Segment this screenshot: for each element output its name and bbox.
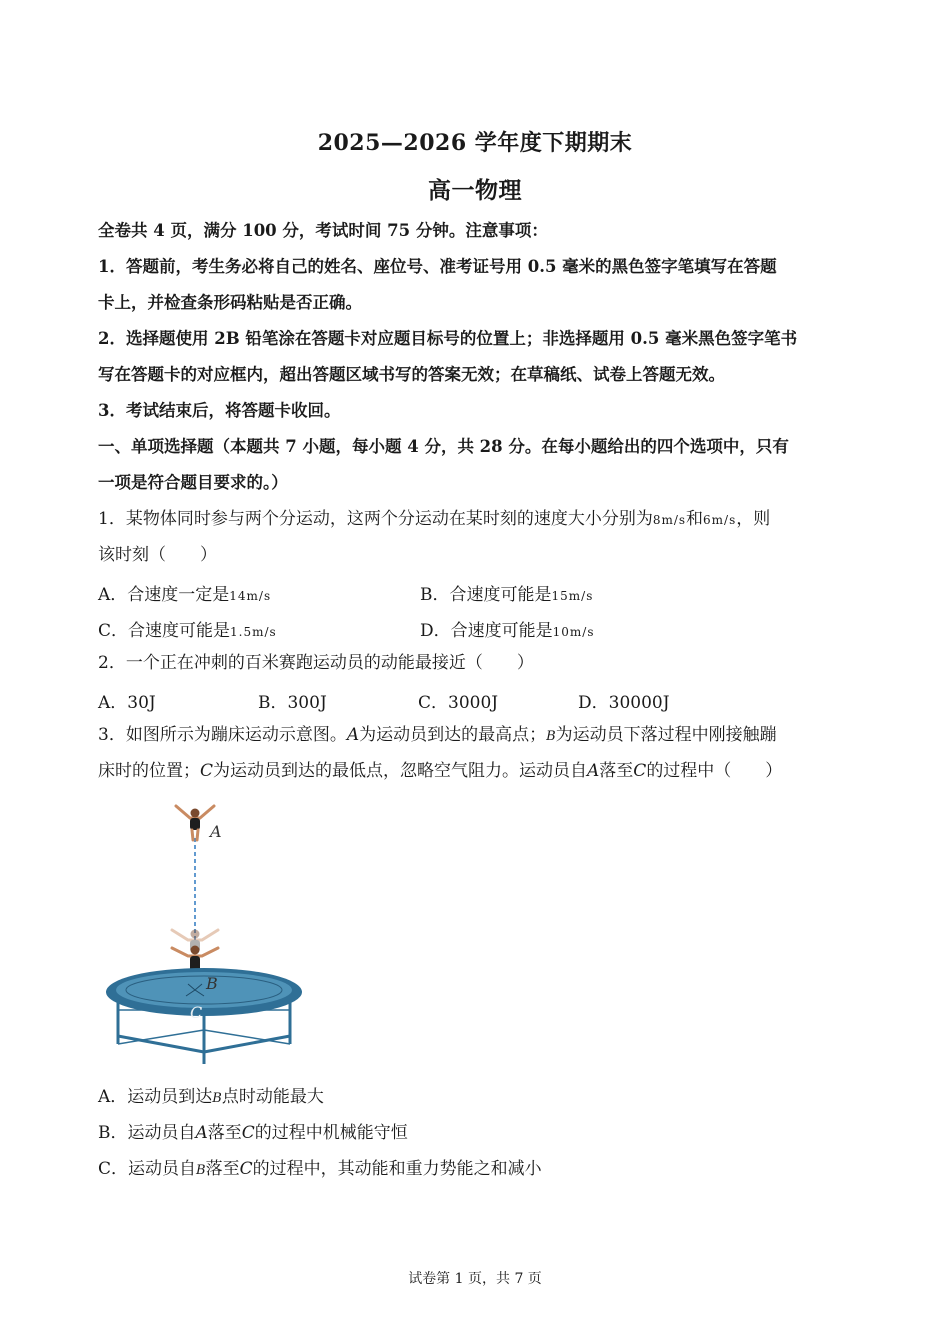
q3-stem-c: 为运动员下落过程中刚接触蹦 [555, 725, 777, 745]
q3-option-b-mid: 落至 [207, 1123, 242, 1143]
q1-option-a [98, 580, 271, 605]
q3-option-a-end: 点时动能最大 [221, 1087, 324, 1107]
notice-item-2-line1: 2．选择题使用 2B 铅笔涂在答题卡对应题目标号的位置上；非选择题用 0.5 毫米黑色签字笔书 [98, 329, 798, 348]
q3-point-a: A [346, 725, 360, 745]
exam-title: 2025—2026 学年度下期期末 [317, 130, 633, 156]
q3-option-c-point-b: B [196, 1163, 206, 1178]
q2-stem: 2．一个正在冲刺的百米赛跑运动员的动能最接近（ ） [98, 653, 534, 673]
q1-option-d-value: 10m/s [552, 625, 595, 639]
q3-stem-line1 [98, 724, 858, 748]
q3-point-a-ref: A [587, 761, 600, 781]
q2-option-b: B．300J [258, 693, 327, 713]
q3-point-c: C [200, 761, 214, 781]
q1-option-c-text: C．合速度可能是 [98, 621, 231, 641]
notice-intro: 全卷共 4 页，满分 100 分，考试时间 75 分钟。注意事项： [98, 221, 548, 240]
q3-stem-f: 落至 [599, 761, 634, 781]
q3-stem-g: 的过程中（ ） [646, 761, 783, 781]
section-1-heading-line1: 一、单项选择题（本题共 7 小题，每小题 4 分，共 28 分。在每小题给出的四个选项中，只有 [98, 437, 789, 456]
q3-stem-a: 3．如图所示为蹦床运动示意图。 [98, 725, 347, 745]
exam-subject: 高一物理 [428, 177, 522, 204]
q2-option-c: C．3000J [418, 693, 499, 713]
q1-option-a-text: A．合速度一定是 [98, 585, 230, 605]
q3-option-b-point-a: A [195, 1123, 208, 1143]
q1-velocity-2: 6m/s [703, 513, 737, 527]
q3-option-a-point: B [212, 1091, 222, 1106]
section-1-heading-line2: 一项是符合题目要求的。） [98, 473, 288, 492]
q3-option-b-text: B．运动员自 [98, 1123, 196, 1143]
q1-stem-line1 [98, 508, 858, 531]
q1-option-b [420, 580, 593, 605]
q3-point-b: B [546, 729, 556, 744]
q3-option-b-end: 的过程中机械能守恒 [254, 1123, 408, 1143]
q3-stem-d: 床时的位置； [98, 761, 200, 781]
figure-label-b: B [206, 974, 218, 993]
q3-option-b [98, 1122, 858, 1144]
q1-stem-end: ，则 [736, 509, 771, 529]
notice-item-2-line2: 写在答题卡的对应框内，超出答题区域书写的答案无效；在草稿纸、试卷上答题无效。 [98, 365, 725, 384]
q1-option-d-text: D．合速度可能是 [420, 621, 553, 641]
q3-option-a-text: A．运动员到达 [98, 1087, 213, 1107]
q3-option-c-text: C．运动员自 [98, 1159, 197, 1179]
q1-option-c-value: 1.5m/s [230, 625, 277, 639]
q3-point-c-ref: C [633, 761, 647, 781]
notice-item-3: 3．考试结束后，将答题卡收回。 [98, 401, 341, 420]
figure-label-c: C [190, 1003, 203, 1022]
notice-item-1-line2: 卡上，并检查条形码粘贴是否正确。 [98, 293, 362, 312]
q2-option-d: D．30000J [578, 693, 670, 713]
q3-option-c-end: 的过程中，其动能和重力势能之和减小 [252, 1159, 542, 1179]
q1-option-d [420, 616, 595, 641]
q3-stem-b: 为运动员到达的最高点； [359, 725, 547, 745]
athlete-at-a [176, 806, 214, 840]
q1-option-a-value: 14m/s [229, 589, 272, 603]
q3-option-c-point-c: C [239, 1159, 253, 1179]
q3-stem-line2 [98, 760, 858, 782]
notice-item-1-line1: 1．答题前，考生务必将自己的姓名、座位号、准考证号用 0.5 毫米的黑色签字笔填写在答题 [98, 257, 777, 276]
q3-option-c [98, 1158, 858, 1182]
q1-option-c [98, 616, 277, 641]
q1-option-b-text: B．合速度可能是 [420, 585, 552, 605]
q3-option-a [98, 1086, 858, 1110]
q3-option-c-mid: 落至 [205, 1159, 240, 1179]
q3-option-b-point-c: C [241, 1123, 255, 1143]
q1-option-b-value: 15m/s [551, 589, 594, 603]
q1-stem-line2: 该时刻（ ） [98, 545, 217, 565]
figure-label-a: A [210, 822, 222, 841]
q3-stem-e: 为运动员到达的最低点，忽略空气阻力。运动员自 [213, 761, 588, 781]
q1-velocity-1: 8m/s [652, 513, 687, 527]
q1-and: 和 [686, 509, 704, 529]
q1-stem-text: 1．某物体同时参与两个分运动，这两个分运动在某时刻的速度大小分别为 [98, 509, 653, 529]
trampoline-figure [98, 800, 308, 1070]
trampoline-bed [116, 972, 292, 1008]
page-footer: 试卷第 1 页，共 7 页 [408, 1271, 542, 1287]
q2-option-a: A．30J [98, 693, 156, 713]
